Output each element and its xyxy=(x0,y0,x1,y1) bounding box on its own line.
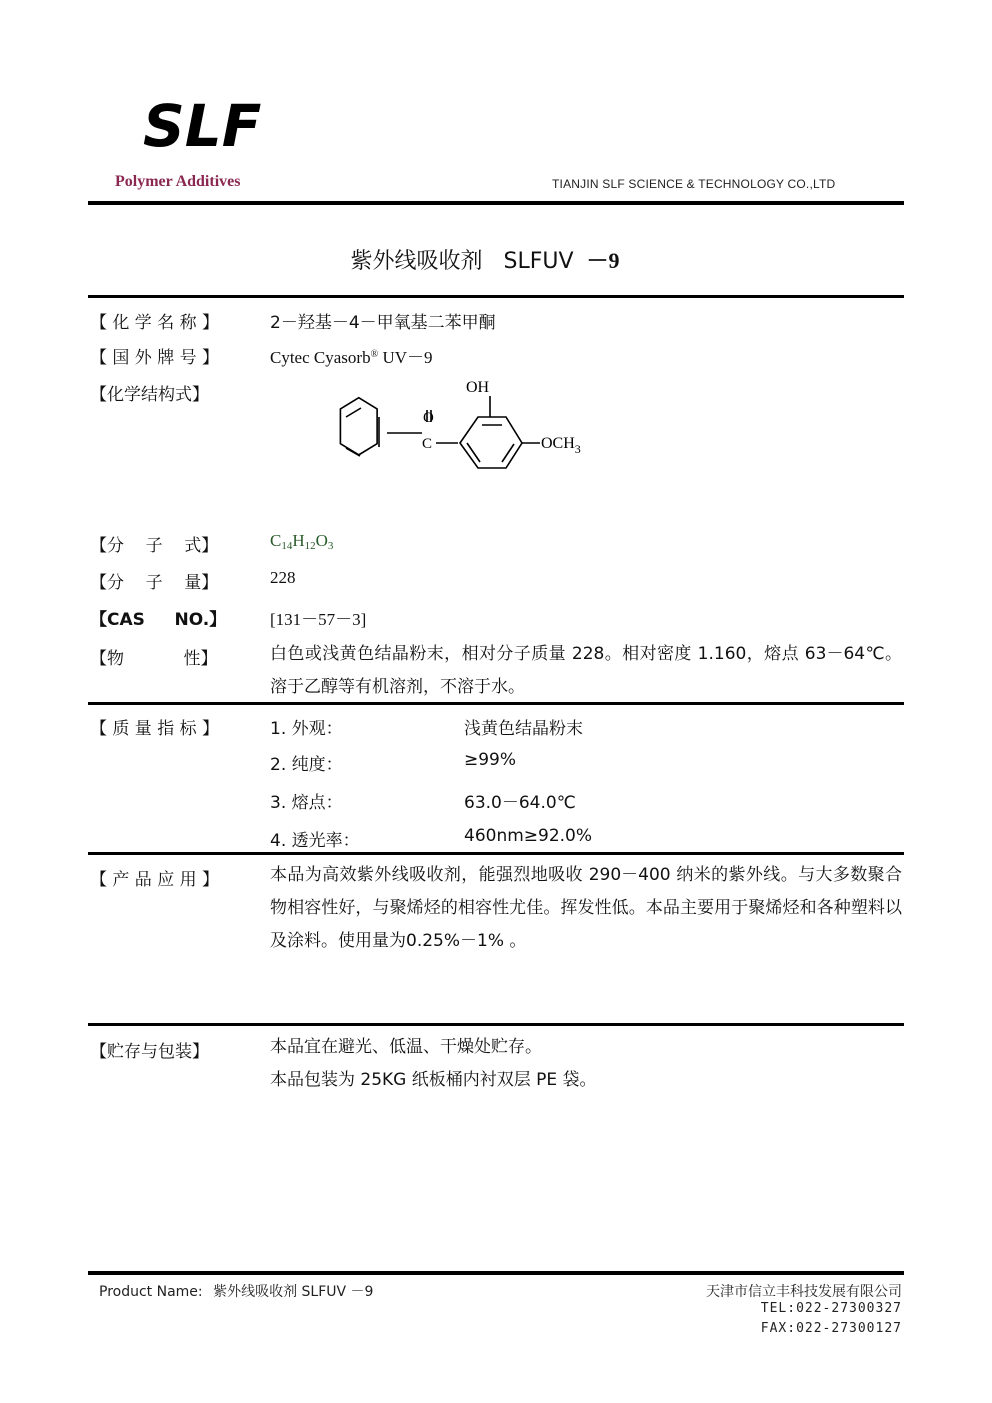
logo-text: SLF xyxy=(143,92,262,160)
footer-product-value: 紫外线吸收剂 SLFUV －9 xyxy=(213,1284,374,1300)
quality-item-3: 3. 熔点： xyxy=(270,793,343,813)
quality-value-3: 63.0－64.0℃ xyxy=(464,793,576,813)
title-rule xyxy=(88,295,904,298)
footer-rule xyxy=(88,1271,904,1275)
title-suffix: －9 xyxy=(586,248,620,273)
oh-label: OH xyxy=(466,379,490,396)
quality-item-2: 2. 纯度： xyxy=(270,755,343,775)
company-name-en: TIANJIN SLF SCIENCE & TECHNOLOGY CO.,LTD xyxy=(552,177,836,191)
props-value: 白色或浅黄色结晶粉末，相对分子质量 228。相对密度 1.160，熔点 63－64℃。溶于乙醇等有机溶剂，不溶于水。 xyxy=(270,644,902,697)
company-logo xyxy=(143,92,262,160)
formula-o-count: 3 xyxy=(327,540,334,552)
formula-c-count: 14 xyxy=(281,540,293,552)
document-title xyxy=(0,244,970,275)
foreign-name-part-b: UV－9 xyxy=(378,348,433,367)
c-label: C xyxy=(422,436,433,452)
formula-label: 【分 子 式】 xyxy=(90,536,219,556)
quality-label: 【 质 量 指 标 】 xyxy=(90,719,220,739)
cas-label: 【CAS NO.】 xyxy=(90,610,227,630)
quality-item-1: 1. 外观： xyxy=(270,719,343,739)
quality-value-2: ≥99% xyxy=(464,750,517,770)
footer-product-label: Product Name: xyxy=(99,1284,203,1300)
chem-name-label: 【 化 学 名 称 】 xyxy=(90,313,220,333)
footer-fax: FAX:022-27300127 xyxy=(760,1321,902,1336)
foreign-name-label: 【 国 外 牌 号 】 xyxy=(90,348,220,368)
structure-label: 【化学结构式】 xyxy=(90,385,209,405)
foreign-name-part-a: Cytec Cyasorb xyxy=(270,348,371,367)
title-code: SLFUV xyxy=(503,249,574,274)
props-rule xyxy=(88,702,904,705)
quality-rule xyxy=(88,852,904,855)
och3-main: OCH xyxy=(541,435,575,452)
o-label: O xyxy=(423,410,434,426)
chemical-structure xyxy=(330,372,630,482)
och3-label xyxy=(541,435,581,456)
formula-value xyxy=(270,531,333,552)
formula-o: O xyxy=(315,531,328,550)
footer-company-cn: 天津市信立丰科技发展有限公司 xyxy=(706,1284,902,1300)
storage-label: 【贮存与包装】 xyxy=(90,1042,209,1062)
registered-mark: ® xyxy=(370,349,379,360)
mw-label: 【分 子 量】 xyxy=(90,573,219,593)
application-label: 【 产 品 应 用 】 xyxy=(90,870,220,890)
footer-product-name xyxy=(99,1281,373,1301)
och3-sub: 3 xyxy=(574,442,581,456)
brand-subtitle: Polymer Additives xyxy=(115,173,241,190)
cas-value: [131－57－3] xyxy=(270,610,367,629)
slf-logo-graphic xyxy=(143,92,262,160)
foreign-name-value xyxy=(270,343,433,368)
storage-line-1: 本品宜在避光、低温、干燥处贮存。 xyxy=(270,1037,542,1057)
props-label: 【物 性】 xyxy=(90,649,218,669)
formula-c: C xyxy=(270,531,282,550)
storage-line-2: 本品包装为 25KG 纸板桶内衬双层 PE 袋。 xyxy=(270,1070,597,1090)
application-value: 本品为高效紫外线吸收剂，能强烈地吸收 290－400 纳米的紫外线。与大多数聚合物相容性好，与聚烯烃的相容性尤佳。挥发性低。本品主要用于聚烯烃和各种塑料以及涂料。使用量为0.25%－1% 。 xyxy=(270,865,902,951)
header-rule xyxy=(88,201,904,205)
footer-tel: TEL:022-27300327 xyxy=(760,1301,902,1316)
title-cn: 紫外线吸收剂 xyxy=(350,249,483,274)
application-rule xyxy=(88,1023,904,1026)
structure-diagram xyxy=(330,372,630,482)
mw-value: 228 xyxy=(270,568,296,587)
formula-h: H xyxy=(292,531,305,550)
quality-value-4: 460nm≥92.0% xyxy=(464,826,593,846)
quality-item-4: 4. 透光率： xyxy=(270,831,360,851)
chem-name-value: 2－羟基－4－甲氧基二苯甲酮 xyxy=(270,313,496,333)
quality-value-1: 浅黄色结晶粉末 xyxy=(464,719,583,739)
formula-h-count: 12 xyxy=(304,540,316,552)
